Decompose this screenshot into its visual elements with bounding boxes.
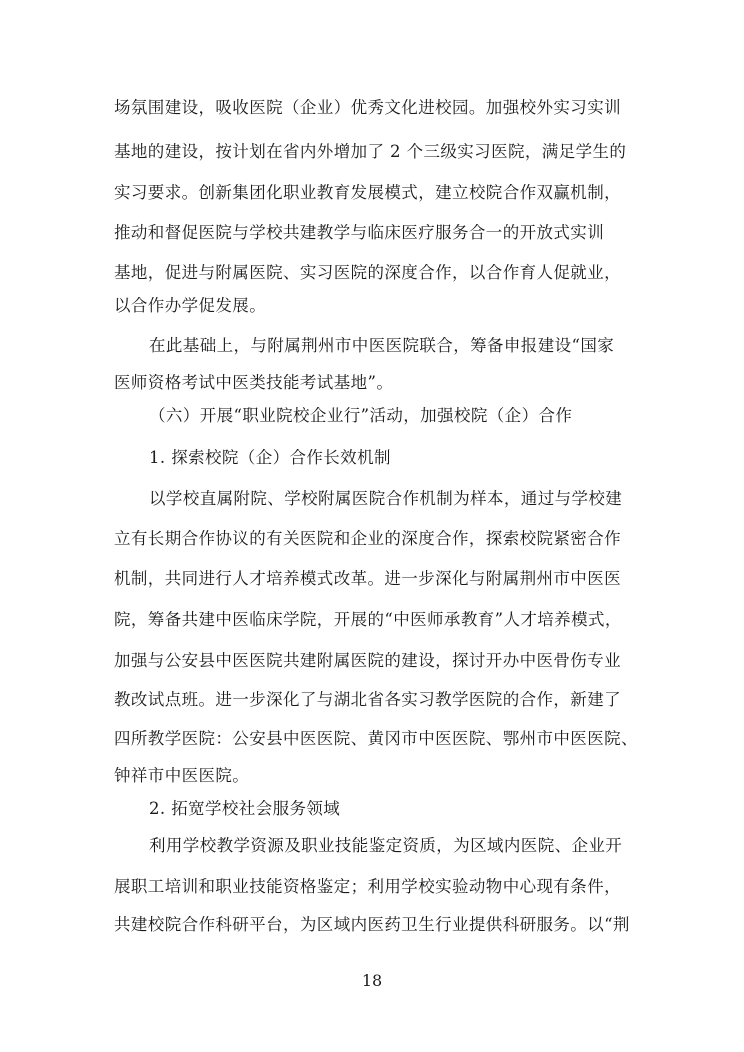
paragraph-line: 加强与公安县中医医院共建附属医院的建设，探讨开办中医骨伤专业 — [114, 651, 621, 670]
paragraph-line: 基地，促进与附属医院、实习医院的深度合作，以合作育人促就业， — [114, 263, 621, 282]
paragraph-line: 实习要求。创新集团化职业教育发展模式，建立校院合作双赢机制， — [114, 183, 621, 202]
paragraph-line: 院，筹备共建中医临床学院，开展的“中医师承教育”人才培养模式， — [114, 610, 622, 629]
paragraph-line: 机制，共同进行人才培养模式改革。进一步深化与附属荆州市中医医 — [114, 569, 621, 588]
paragraph-line: 钟祥市中医医院。 — [114, 766, 250, 785]
paragraph-line: 基地的建设，按计划在省内外增加了 2 个三级实习医院，满足学生的 — [114, 142, 627, 161]
subsection-heading: 2. 拓宽学校社会服务领域 — [149, 799, 341, 818]
paragraph-line: 利用学校教学资源及职业技能鉴定资质，为区域内医院、企业开 — [149, 836, 623, 855]
paragraph-line: 在此基础上，与附属荆州市中医医院联合，筹备申报建设“国家 — [149, 336, 615, 355]
paragraph-line: 推动和督促医院与学校共建教学与临床医疗服务合一的开放式实训 — [114, 223, 605, 242]
paragraph-line: 共建校院合作科研平台，为区域内医药卫生行业提供科研服务。以“荆 — [114, 915, 630, 934]
paragraph-line: 立有长期合作协议的有关医院和企业的深度合作，探索校院紧密合作 — [114, 529, 621, 548]
paragraph-line: 教改试点班。进一步深化了与湖北省各实习教学医院的合作，新建了 — [114, 690, 621, 709]
section-heading: （六）开展“职业院校企业行”活动，加强校院（企）合作 — [149, 406, 573, 425]
paragraph-line: 医师资格考试中医类技能考试基地”。 — [114, 373, 394, 392]
subsection-heading: 1. 探索校院（企）合作长效机制 — [149, 448, 391, 467]
paragraph-line: 以合作办学促发展。 — [114, 296, 267, 315]
paragraph-line: 展职工培训和职业技能资格鉴定；利用学校实验动物中心现有条件， — [114, 877, 621, 896]
paragraph-line: 场氛围建设，吸收医院（企业）优秀文化进校园。加强校外实习实训 — [114, 98, 621, 117]
page-number: 18 — [361, 971, 383, 990]
paragraph-line: 以学校直属附院、学校附属医院合作机制为样本，通过与学校建 — [149, 489, 623, 508]
paragraph-line: 四所教学医院：公安县中医医院、黄冈市中医医院、鄂州市中医医院、 — [114, 729, 638, 748]
